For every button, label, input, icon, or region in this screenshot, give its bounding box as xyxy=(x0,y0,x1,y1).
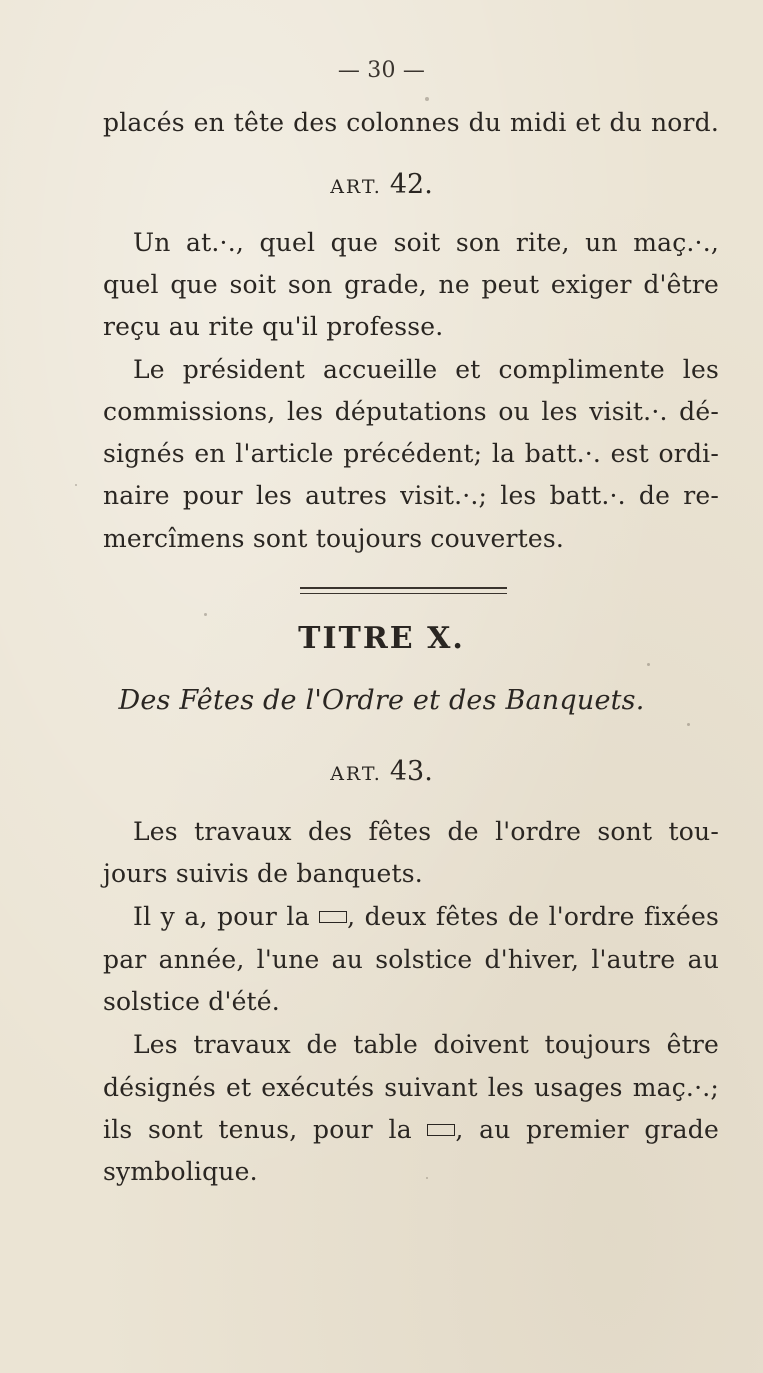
text-line: par année, l'une au solstice d'hiver, l'autre au xyxy=(103,945,719,974)
paper-speck xyxy=(687,723,690,726)
text-line xyxy=(103,1115,719,1145)
article-heading-42 xyxy=(0,170,763,202)
article-label: ART. xyxy=(330,763,382,785)
text-line: jours suivis de banquets. xyxy=(103,859,423,888)
article-label: ART. xyxy=(330,176,382,198)
text-line: désignés et exécutés suivant les usages maç.·.; xyxy=(103,1073,719,1102)
section-divider xyxy=(300,593,507,594)
text-line: Le président accueille et complimente les xyxy=(133,355,719,384)
text-line xyxy=(133,902,719,932)
text-fragment: , deux fêtes de l'ordre fixées xyxy=(347,902,719,931)
article-heading-43 xyxy=(0,757,763,789)
paper-speck xyxy=(75,484,77,486)
chapter-subtitle: Des Fêtes de l'Ordre et des Banquets. xyxy=(118,685,645,716)
chapter-title: TITRE X. xyxy=(298,621,465,656)
text-line: Un at.·., quel que soit son rite, un maç.·., xyxy=(133,228,719,257)
text-line: reçu au rite qu'il professe. xyxy=(103,312,444,341)
text-line: mercîmens sont toujours couvertes. xyxy=(103,524,565,553)
article-number: 42. xyxy=(389,169,433,200)
page-number: — 30 — xyxy=(337,58,426,83)
section-divider xyxy=(300,587,507,589)
text-line: commissions, les députations ou les visit.·. dé- xyxy=(103,397,719,426)
paper-speck xyxy=(425,97,429,101)
text-line: placés en tête des colonnes du midi et du nord. xyxy=(103,108,719,137)
text-line: Les travaux de table doivent toujours être xyxy=(133,1030,719,1059)
paper-speck xyxy=(426,1177,428,1179)
lodge-rectangle-icon xyxy=(319,911,347,923)
paper-speck xyxy=(647,663,650,666)
text-line: symbolique. xyxy=(103,1157,258,1186)
text-fragment: ils sont tenus, pour la xyxy=(103,1115,412,1144)
text-line: solstice d'été. xyxy=(103,987,280,1016)
text-fragment: , au premier grade xyxy=(455,1115,719,1144)
text-fragment: Il y a, pour la xyxy=(133,902,310,931)
text-line: Les travaux des fêtes de l'ordre sont tou- xyxy=(133,817,719,846)
paper-speck xyxy=(204,613,207,616)
text-line: quel que soit son grade, ne peut exiger d'être xyxy=(103,270,719,299)
text-line: signés en l'article précédent; la batt.·. est ordi- xyxy=(103,439,719,468)
lodge-rectangle-icon xyxy=(427,1124,455,1136)
article-number: 43. xyxy=(389,756,433,787)
text-line: naire pour les autres visit.·.; les batt.·. de re- xyxy=(103,481,719,510)
